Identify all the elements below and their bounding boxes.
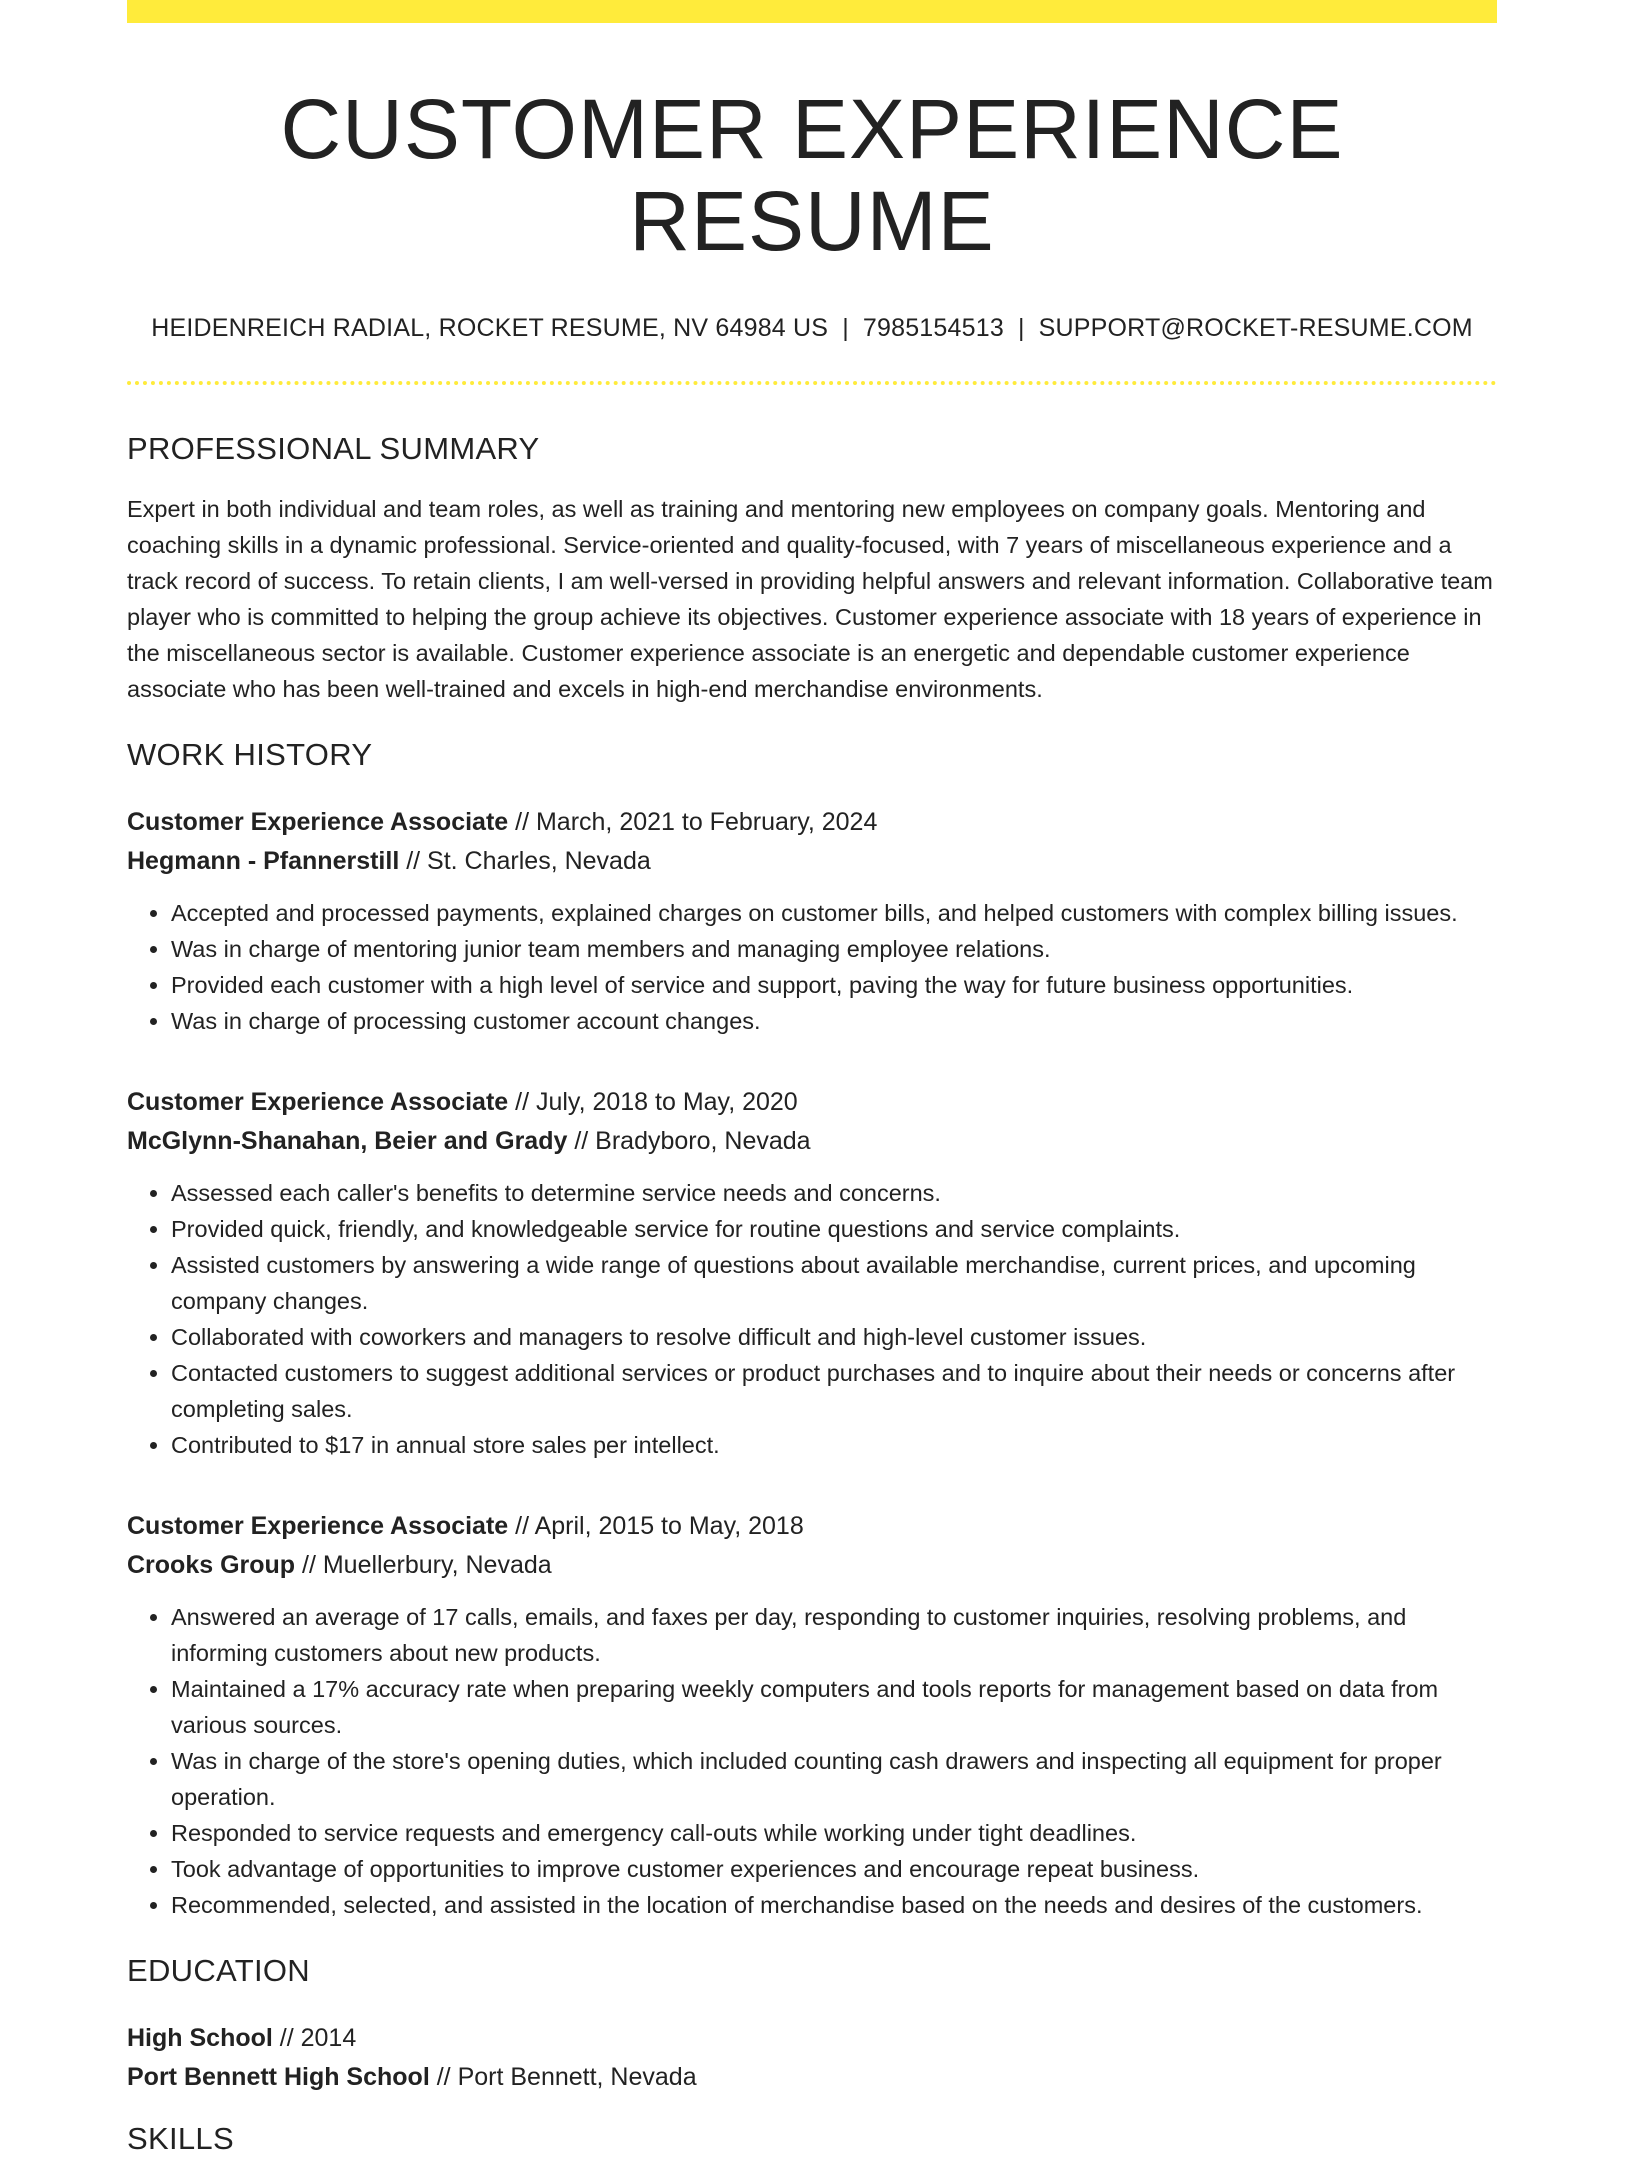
job-location: // Bradyboro, Nevada xyxy=(567,1126,811,1155)
job-location: // Muellerbury, Nevada xyxy=(295,1550,552,1579)
job-company-line xyxy=(127,1546,1497,1585)
job-bullet: • Recommended, selected, and assisted in the location of merchandise based on the needs and desires of the customers. xyxy=(171,1887,1497,1923)
job-bullet: • Took advantage of opportunities to improve customer experiences and encourage repeat business. xyxy=(171,1851,1497,1887)
job-company-line xyxy=(127,842,1497,881)
job-title: Customer Experience Associate xyxy=(127,1087,509,1116)
job-title-line xyxy=(127,1507,1497,1546)
education-location: // Port Bennett, Nevada xyxy=(429,2062,697,2091)
job-company-line xyxy=(127,1122,1497,1161)
job-entry xyxy=(127,1507,1497,1923)
education-school-line xyxy=(127,2058,1497,2097)
job-entry xyxy=(127,1083,1497,1463)
skills-section xyxy=(127,2121,1497,2157)
job-bullet: • Responded to service requests and emergency call-outs while working under tight deadlines. xyxy=(171,1815,1497,1851)
section-heading-work-history: WORK HISTORY xyxy=(127,736,373,772)
job-title-line xyxy=(127,1083,1497,1122)
job-bullet: • Contacted customers to suggest additional services or product purchases and to inquire about their needs or concerns after completing sales. xyxy=(171,1355,1497,1427)
job-bullet: • Assisted customers by answering a wide range of questions about available merchandise, current prices, and upcoming company changes. xyxy=(171,1247,1497,1319)
job-dates: // April, 2015 to May, 2018 xyxy=(508,1511,804,1540)
dotted-divider xyxy=(127,381,1497,385)
education-degree-line xyxy=(127,2019,1497,2058)
job-dates: // March, 2021 to February, 2024 xyxy=(508,807,878,836)
job-bullet: • Was in charge of processing customer account changes. xyxy=(171,1003,1497,1039)
resume-title: CUSTOMER EXPERIENCE RESUME xyxy=(280,82,1344,269)
contact-email: SUPPORT@ROCKET-RESUME.COM xyxy=(1038,313,1473,342)
education-degree: High School xyxy=(127,2023,273,2052)
job-title: Customer Experience Associate xyxy=(127,1511,509,1540)
job-bullet: • Provided quick, friendly, and knowledgeable service for routine questions and service complaints. xyxy=(171,1211,1497,1247)
job-title-line xyxy=(127,803,1497,842)
job-bullets xyxy=(127,1599,1497,1923)
contact-line xyxy=(127,314,1497,343)
job-bullet: • Accepted and processed payments, explained charges on customer bills, and helped customers with complex billing issues. xyxy=(171,895,1497,931)
job-bullet: • Contributed to $17 in annual store sales per intellect. xyxy=(171,1427,1497,1463)
job-bullet: • Provided each customer with a high level of service and support, paving the way for future business opportunities. xyxy=(171,967,1497,1003)
job-bullet: • Was in charge of the store's opening duties, which included counting cash drawers and inspecting all equipment for proper operation. xyxy=(171,1743,1497,1815)
resume-page xyxy=(127,0,1497,2157)
section-heading-education: EDUCATION xyxy=(127,1952,310,1988)
contact-phone: 7985154513 xyxy=(862,313,1004,342)
job-title: Customer Experience Associate xyxy=(127,807,509,836)
summary-paragraph: Expert in both individual and team roles, as well as training and mentoring new employees on company goals. Mentoring and coaching skills in a dynamic professional. Service-oriented and quality-focused, with 7 years of miscellaneous experience and a track record of success. To retain clients, I am well-versed in providing helpful answers and relevant information. Collaborative team player who is committed to helping the group achieve its objectives. Customer experience associate with 18 years of experience in the miscellaneous sector is available. Customer experience associate is an energetic and dependable customer experience associate who has been well-trained and excels in high-end merchandise environments. xyxy=(127,495,1493,702)
job-dates: // July, 2018 to May, 2020 xyxy=(508,1087,798,1116)
job-bullets xyxy=(127,895,1497,1039)
section-heading-summary: PROFESSIONAL SUMMARY xyxy=(127,430,540,466)
work-history-section xyxy=(127,737,1497,1923)
job-company: Hegmann - Pfannerstill xyxy=(127,846,400,875)
job-company: Crooks Group xyxy=(127,1550,296,1579)
section-heading-skills: SKILLS xyxy=(127,2120,234,2156)
job-bullet: • Was in charge of mentoring junior team members and managing employee relations. xyxy=(171,931,1497,967)
job-company: McGlynn-Shanahan, Beier and Grady xyxy=(127,1126,568,1155)
education-entry xyxy=(127,2019,1497,2097)
accent-top-bar xyxy=(127,0,1497,23)
education-year: // 2014 xyxy=(272,2023,357,2052)
professional-summary-section xyxy=(127,431,1497,707)
job-bullet: • Collaborated with coworkers and managers to resolve difficult and high-level customer issues. xyxy=(171,1319,1497,1355)
education-school: Port Bennett High School xyxy=(127,2062,430,2091)
contact-address: HEIDENREICH RADIAL, ROCKET RESUME, NV 64984 US xyxy=(151,313,829,342)
contact-separator: | xyxy=(1017,313,1025,342)
job-bullets xyxy=(127,1175,1497,1463)
job-bullet: • Assessed each caller's benefits to determine service needs and concerns. xyxy=(171,1175,1497,1211)
job-bullet: • Maintained a 17% accuracy rate when preparing weekly computers and tools reports for management based on data from various sources. xyxy=(171,1671,1497,1743)
education-section xyxy=(127,1953,1497,2097)
contact-separator: | xyxy=(842,313,849,342)
job-bullet: • Answered an average of 17 calls, emails, and faxes per day, responding to customer inquiries, resolving problems, and informing customers about new products. xyxy=(171,1599,1497,1671)
job-location: // St. Charles, Nevada xyxy=(399,846,651,875)
job-entry xyxy=(127,803,1497,1039)
